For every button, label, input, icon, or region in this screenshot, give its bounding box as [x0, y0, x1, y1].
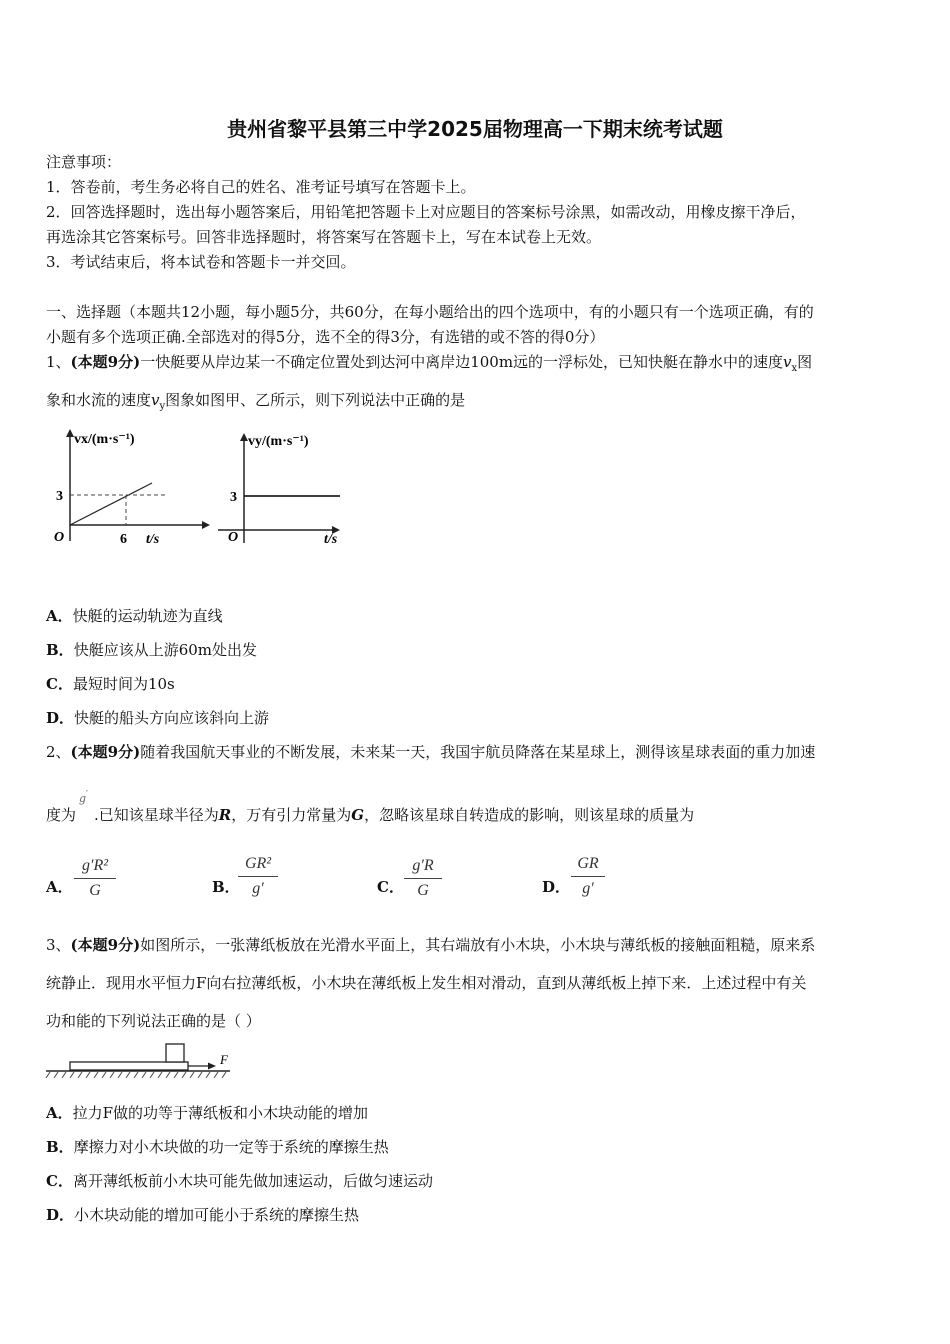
option-c: C．最短时间为10s [46, 675, 175, 693]
origin: O [228, 530, 239, 545]
notice-item: 再选涂其它答案标号。回答非选择题时，将答案写在答题卡上，写在本试卷上无效。 [46, 228, 602, 246]
graph-vy [218, 433, 340, 547]
question-stem-continued: 统静止．现用水平恒力F向右拉薄纸板，小木块在薄纸板上发生相对滑动，直到从薄纸板上掉下来．上述过程中有关 [46, 974, 807, 992]
option-a-formula: g′R² G [74, 857, 116, 900]
wood-block [166, 1044, 184, 1062]
velocity-graphs [40, 425, 360, 555]
option-c: C．离开薄纸板前小木块可能先做加速运动，后做匀速运动 [46, 1172, 433, 1190]
y-axis-arrow [240, 433, 248, 441]
origin: O [54, 530, 65, 545]
question-stem: 1、(本题9分)一快艇要从岸边某一不确定位置处到达河中离岸边100m远的一浮标处，已知快艇在静水中的速度$v_x$图 [46, 353, 813, 374]
ground-hatching [46, 1072, 226, 1078]
paper-board [70, 1062, 188, 1070]
notice-item: 3．考试结束后，将本试卷和答题卡一并交回。 [46, 253, 356, 271]
board-block-diagram [44, 1040, 244, 1082]
vy-axis-label: vy/(m·s⁻¹) [248, 434, 309, 449]
option-d: D．小木块动能的增加可能小于系统的摩擦生热 [46, 1206, 360, 1224]
notice-item: 1．答卷前，考生务必将自己的姓名、准考证号填写在答题卡上。 [46, 178, 476, 196]
y-tick: 3 [230, 490, 237, 505]
x-tick: 6 [120, 532, 127, 547]
vx-line [70, 483, 152, 525]
y-tick: 3 [56, 489, 63, 504]
option-b: B．快艇应该从上游60m处出发 [46, 641, 257, 659]
question-stem-continued: 象和水流的速度$v_y$图象如图甲、乙所示，则下列说法中正确的是 [46, 391, 466, 412]
option-d-formula: GR g′ [571, 855, 605, 898]
question-stem-continued: 度为 g ′ .已知该星球半径为R，万有引力常量为G，忽略该星球自转造成的影响，则该星球的质量为 [46, 790, 695, 824]
option-b: B．摩擦力对小木块做的功一定等于系统的摩擦生热 [46, 1138, 389, 1156]
x-axis-arrow [202, 521, 210, 529]
option-d: D．快艇的船头方向应该斜向上游 [46, 709, 270, 727]
y-axis-arrow [66, 429, 74, 437]
force-label: F [220, 1052, 228, 1067]
page-title: 贵州省黎平县第三中学2025届物理高一下期末统考试题 [227, 117, 723, 141]
x-axis-label: t/s [146, 532, 160, 547]
question-stem-continued: 功和能的下列说法正确的是（ ） [46, 1012, 261, 1030]
option-b-formula: GR² g′ [238, 855, 278, 898]
option-c-formula: g′R G [404, 857, 442, 900]
vx-axis-label: vx/(m·s⁻¹) [74, 432, 135, 447]
question-stem: 2、(本题9分)随着我国航天事业的不断发展，未来某一天，我国宇航员降落在某星球上，测得该星球表面的重力加速 [46, 743, 816, 761]
x-axis-label: t/s [324, 532, 338, 547]
force-arrow-head [208, 1063, 216, 1070]
question-stem: 3、(本题9分)如图所示，一张薄纸板放在光滑水平面上，其右端放有小木块，小木块与薄纸板的接触面粗糙，原来系 [46, 936, 816, 954]
notice-heading: 注意事项： [46, 153, 122, 171]
option-a: A．快艇的运动轨迹为直线 [46, 607, 223, 625]
notice-item: 2．回答选择题时，选出每小题答案后，用铅笔把答题卡上对应题目的答案标号涂黑，如需改动，用橡皮擦干净后， [46, 203, 806, 221]
graph-vx [54, 429, 210, 547]
option-a: A．拉力F做的功等于薄纸板和小木块动能的增加 [46, 1104, 369, 1122]
